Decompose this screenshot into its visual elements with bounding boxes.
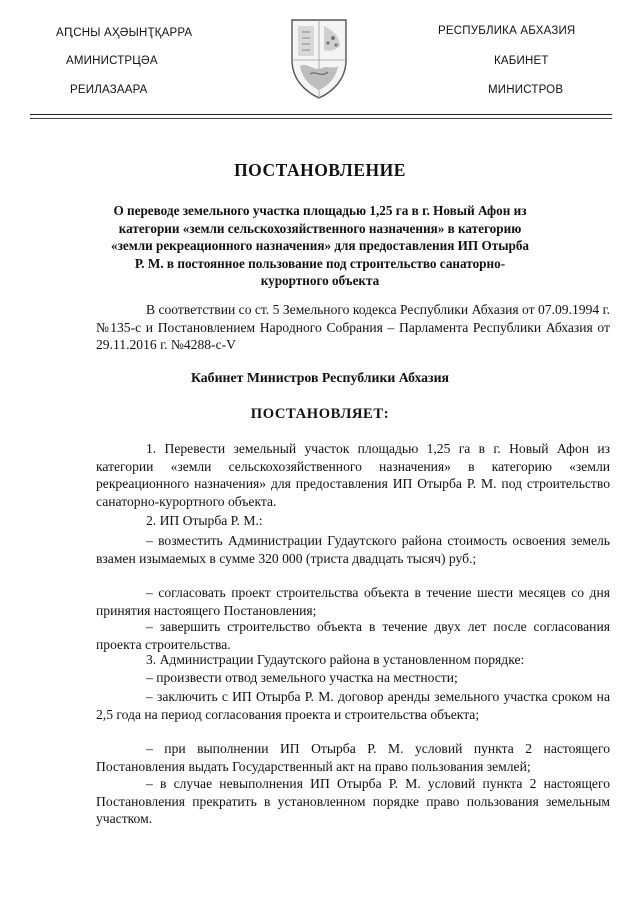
clause-2-item-a: – возместить Администрации Гудаутского района стоимость освоения земель взамен изымаемых в сумме 320 000 (триста двадцать тысяч) руб.; <box>96 533 610 566</box>
header-right-line-2: КАБИНЕТ <box>494 55 549 67</box>
clause-3-heading: 3. Администрации Гудаутского района в установленном порядке: <box>146 652 525 667</box>
document-subject: О переводе земельного участка площадью 1,25 га в г. Новый Афон из категории «земли сельскохозяйственного назначения» в категорию «земли рекреационного назначения» для предоставления ИП Отырба Р. М. в постоянное пользование под строительство санаторно-курортного объекта <box>110 203 530 288</box>
clause-3-item-b: – заключить с ИП Отырба Р. М. договор аренды земельного участка сроком на 2,5 года на период согласования проекта и строительства объекта; <box>96 689 610 722</box>
header-right-line-3: МИНИСТРОВ <box>488 84 564 96</box>
preamble-paragraph: В соответствии со ст. 5 Земельного кодекса Республики Абхазия от 07.09.1994 г. №135-с и Постановлением Народного Собрания – Парламента Республики Абхазия от 29.11.2016 г. №4288-с-V <box>96 302 611 352</box>
header-divider <box>30 114 612 115</box>
header-left-line-3: РЕИЛАЗААРА <box>70 84 148 96</box>
resolves-heading: ПОСТАНОВЛЯЕТ: <box>250 406 390 422</box>
header-left-line-1: АԤСНЫ АҲӘЫНҬҚАРРА <box>56 27 193 39</box>
clause-3-item-d: – в случае невыполнения ИП Отырба Р. М. условий пункта 2 настоящего Постановления прекратить в установленном порядке право пользования земельным участком. <box>96 776 610 826</box>
clause-3-item-a: – произвести отвод земельного участка на местности; <box>146 670 458 685</box>
clause-2-item-c: – завершить строительство объекта в течение двух лет после согласования проекта строительства. <box>96 619 610 652</box>
clause-3-item-c: – при выполнении ИП Отырба Р. М. условий пункта 2 настоящего Постановления выдать Государственный акт на право пользования землей; <box>96 741 610 774</box>
header-right-line-1: РЕСПУБЛИКА АБХАЗИЯ <box>438 25 576 37</box>
clause-1: 1. Перевести земельный участок площадью 1,25 га в г. Новый Афон из категории «земли сельскохозяйственного назначения» в категорию «земли рекреационного назначения» для предоставления ИП Отырба Р. М. под строительство санаторно-курортного объекта. <box>96 441 610 509</box>
header-divider-thin <box>30 118 612 119</box>
document-title: ПОСТАНОВЛЕНИЕ <box>234 160 406 180</box>
clause-2-heading: 2. ИП Отырба Р. М.: <box>146 513 263 528</box>
header-left-line-2: АМИНИСТРЦӘА <box>66 55 158 67</box>
cabinet-heading: Кабинет Министров Республики Абхазия <box>190 370 450 385</box>
coat-of-arms-icon <box>288 16 350 100</box>
clause-2-item-b: – согласовать проект строительства объекта в течение шести месяцев со дня принятия настоящего Постановления; <box>96 585 610 618</box>
